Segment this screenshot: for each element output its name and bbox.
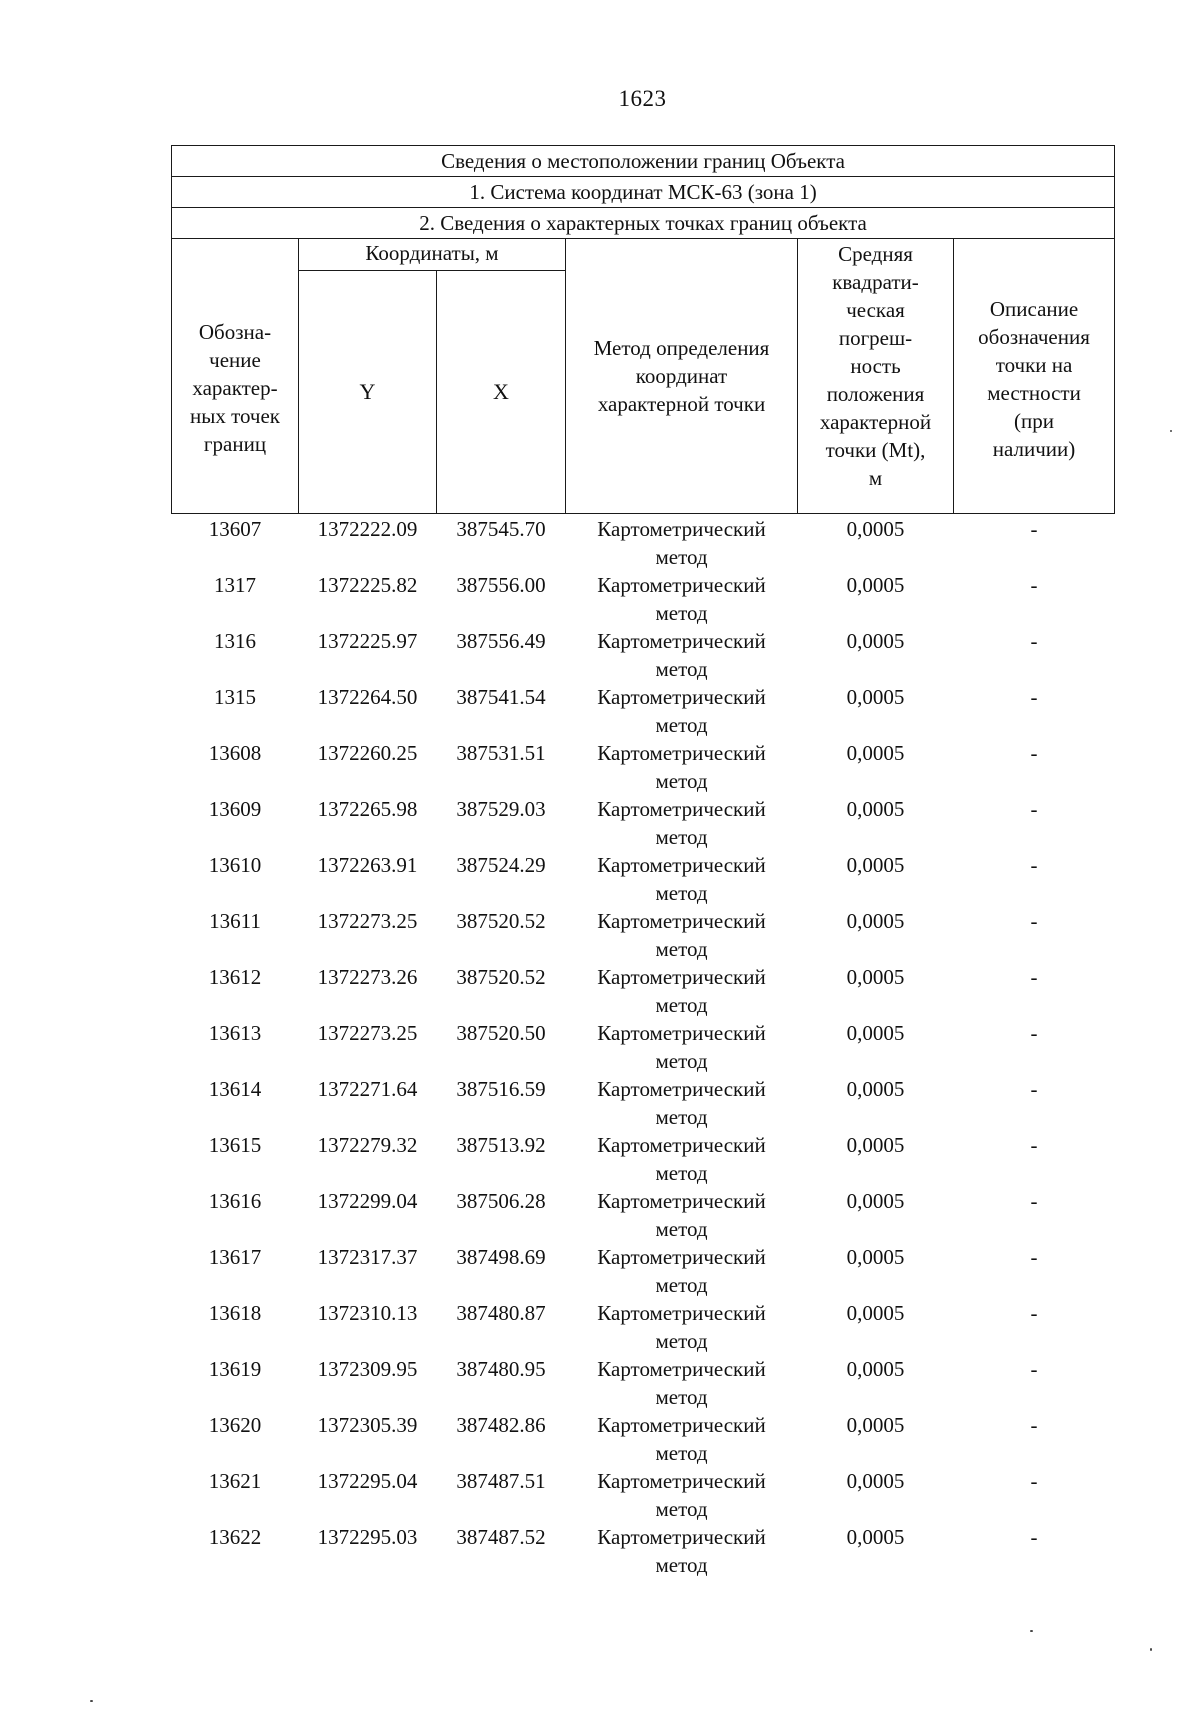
x-cell: 387513.92 — [456, 1133, 546, 1157]
error-cell: 0,0005 — [846, 1301, 905, 1325]
method-line-1: Картометрический — [597, 1525, 766, 1549]
x-cell: 387541.54 — [456, 685, 546, 709]
method-line-2: метод — [655, 1329, 708, 1353]
page-number: 1623 — [618, 86, 667, 111]
method-line-2: метод — [655, 1105, 708, 1129]
method-line-2: метод — [655, 1441, 708, 1465]
x-coordinate-header: X — [437, 270, 566, 513]
y-cell: 1372309.95 — [317, 1357, 418, 1381]
error-cell: 0,0005 — [846, 909, 905, 933]
method-cell — [566, 1187, 798, 1243]
x-cell: 387482.86 — [456, 1413, 546, 1437]
description-cell: - — [1030, 909, 1038, 933]
method-cell — [566, 963, 798, 1019]
y-cell: 1372225.82 — [317, 573, 418, 597]
description-cell: - — [1030, 1301, 1038, 1325]
method-line-1: Картометрический — [597, 1133, 766, 1157]
error-cell: 0,0005 — [846, 517, 905, 541]
method-line-1: Картометрический — [597, 965, 766, 989]
description-cell: - — [1030, 1413, 1038, 1437]
x-cell: 387487.51 — [456, 1469, 546, 1493]
method-line-2: метод — [655, 657, 708, 681]
error-cell: 0,0005 — [846, 1357, 905, 1381]
y-cell: 1372271.64 — [317, 1077, 418, 1101]
table-row — [172, 1411, 1115, 1467]
error-cell: 0,0005 — [846, 853, 905, 877]
method-line-2: метод — [655, 601, 708, 625]
point-cell: 13614 — [208, 1077, 262, 1101]
y-cell: 1372260.25 — [317, 741, 418, 765]
y-cell: 1372273.25 — [317, 1021, 418, 1045]
y-cell: 1372273.25 — [317, 909, 418, 933]
error-cell: 0,0005 — [846, 741, 905, 765]
scan-speck — [1030, 1630, 1033, 1632]
y-cell: 1372295.03 — [317, 1525, 418, 1549]
table-row — [172, 851, 1115, 907]
method-cell — [566, 739, 798, 795]
point-cell: 13622 — [208, 1525, 262, 1549]
table-row — [172, 627, 1115, 683]
x-cell: 387556.49 — [456, 629, 546, 653]
point-cell: 1315 — [214, 685, 256, 709]
point-cell: 1316 — [214, 629, 256, 653]
point-cell: 13619 — [208, 1357, 262, 1381]
table-row — [172, 907, 1115, 963]
x-cell: 387556.00 — [456, 573, 546, 597]
method-cell — [566, 571, 798, 627]
x-cell: 387531.51 — [456, 741, 546, 765]
y-cell: 1372222.09 — [317, 517, 418, 541]
points-section-heading: 2. Сведения о характерных точках границ объекта — [172, 208, 1115, 239]
designation-header: Обозна- чение характер- ных точек границ — [172, 239, 299, 514]
method-cell — [566, 514, 798, 572]
description-header: Описание обозначения точки на местности (при наличии) — [954, 239, 1115, 514]
method-line-1: Картометрический — [597, 1301, 766, 1325]
error-cell: 0,0005 — [846, 1525, 905, 1549]
x-cell: 387480.87 — [456, 1301, 546, 1325]
description-cell: - — [1030, 1525, 1038, 1549]
method-line-2: метод — [655, 881, 708, 905]
description-cell: - — [1030, 1245, 1038, 1269]
error-cell: 0,0005 — [846, 1413, 905, 1437]
method-line-1: Картометрический — [597, 1357, 766, 1381]
point-cell: 1317 — [214, 573, 256, 597]
method-line-2: метод — [655, 545, 708, 569]
method-line-2: метод — [655, 1497, 708, 1521]
table-row — [172, 739, 1115, 795]
point-cell: 13611 — [209, 909, 261, 933]
method-cell — [566, 1355, 798, 1411]
method-cell — [566, 683, 798, 739]
method-cell — [566, 1075, 798, 1131]
description-cell: - — [1030, 1021, 1038, 1045]
point-cell: 13613 — [208, 1021, 262, 1045]
method-line-1: Картометрический — [597, 1245, 766, 1269]
method-line-2: метод — [655, 713, 708, 737]
error-cell: 0,0005 — [846, 1077, 905, 1101]
point-cell: 13620 — [208, 1413, 262, 1437]
x-cell: 387520.52 — [456, 965, 546, 989]
error-cell: 0,0005 — [846, 1021, 905, 1045]
scan-speck — [1150, 1648, 1152, 1651]
method-line-1: Картометрический — [597, 797, 766, 821]
table-row — [172, 1523, 1115, 1579]
point-cell: 13608 — [208, 741, 262, 765]
table-body — [172, 514, 1115, 1580]
method-cell — [566, 907, 798, 963]
method-cell — [566, 1299, 798, 1355]
error-cell: 0,0005 — [846, 1245, 905, 1269]
table-row — [172, 1355, 1115, 1411]
method-cell — [566, 1243, 798, 1299]
method-line-2: метод — [655, 1553, 708, 1577]
error-cell: 0,0005 — [846, 573, 905, 597]
scan-speck — [1170, 430, 1172, 432]
x-cell: 387529.03 — [456, 797, 546, 821]
point-cell: 13607 — [208, 517, 262, 541]
method-line-1: Картометрический — [597, 517, 766, 541]
method-line-1: Картометрический — [597, 1021, 766, 1045]
point-cell: 13609 — [208, 797, 262, 821]
method-cell — [566, 1019, 798, 1075]
y-cell: 1372299.04 — [317, 1189, 418, 1213]
method-line-2: метод — [655, 937, 708, 961]
description-cell: - — [1030, 629, 1038, 653]
table-row — [172, 1019, 1115, 1075]
method-line-2: метод — [655, 1273, 708, 1297]
method-line-1: Картометрический — [597, 853, 766, 877]
x-cell: 387545.70 — [456, 517, 546, 541]
boundary-points-table — [171, 145, 1115, 1579]
table-row — [172, 514, 1115, 572]
scan-speck — [90, 1700, 93, 1702]
method-line-2: метод — [655, 1217, 708, 1241]
method-cell — [566, 1411, 798, 1467]
method-line-1: Картометрический — [597, 685, 766, 709]
method-cell — [566, 1467, 798, 1523]
error-cell: 0,0005 — [846, 797, 905, 821]
table-row — [172, 1187, 1115, 1243]
description-cell: - — [1030, 1469, 1038, 1493]
table-header — [172, 146, 1115, 514]
error-cell: 0,0005 — [846, 965, 905, 989]
description-cell: - — [1030, 1077, 1038, 1101]
point-cell: 13612 — [208, 965, 262, 989]
table-row — [172, 795, 1115, 851]
table-row — [172, 963, 1115, 1019]
method-line-1: Картометрический — [597, 909, 766, 933]
error-cell: 0,0005 — [846, 1133, 905, 1157]
method-line-1: Картометрический — [597, 1413, 766, 1437]
error-cell: 0,0005 — [846, 629, 905, 653]
description-cell: - — [1030, 1189, 1038, 1213]
x-cell: 387516.59 — [456, 1077, 546, 1101]
y-cell: 1372279.32 — [317, 1133, 418, 1157]
method-line-1: Картометрический — [597, 573, 766, 597]
point-cell: 13618 — [208, 1301, 262, 1325]
x-cell: 387524.29 — [456, 853, 546, 877]
y-coordinate-header: Y — [299, 270, 437, 513]
method-line-1: Картометрический — [597, 741, 766, 765]
method-line-1: Картометрический — [597, 1469, 766, 1493]
method-line-2: метод — [655, 825, 708, 849]
x-cell: 387520.50 — [456, 1021, 546, 1045]
method-line-2: метод — [655, 993, 708, 1017]
y-cell: 1372265.98 — [317, 797, 418, 821]
coordinate-system-heading: 1. Система координат МСК-63 (зона 1) — [172, 177, 1115, 208]
method-cell — [566, 1523, 798, 1579]
method-line-2: метод — [655, 1161, 708, 1185]
error-cell: 0,0005 — [846, 1189, 905, 1213]
description-cell: - — [1030, 1133, 1038, 1157]
x-cell: 387480.95 — [456, 1357, 546, 1381]
method-line-1: Картометрический — [597, 1077, 766, 1101]
table-row — [172, 1243, 1115, 1299]
table-row — [172, 683, 1115, 739]
table-row — [172, 1299, 1115, 1355]
table-row — [172, 571, 1115, 627]
method-line-2: метод — [655, 1049, 708, 1073]
point-cell: 13616 — [208, 1189, 262, 1213]
method-cell — [566, 851, 798, 907]
description-cell: - — [1030, 741, 1038, 765]
description-cell: - — [1030, 965, 1038, 989]
method-header: Метод определения координат характерной точки — [566, 239, 798, 514]
x-cell: 387487.52 — [456, 1525, 546, 1549]
method-line-1: Картометрический — [597, 1189, 766, 1213]
x-cell: 387520.52 — [456, 909, 546, 933]
y-cell: 1372305.39 — [317, 1413, 418, 1437]
method-cell — [566, 1131, 798, 1187]
description-cell: - — [1030, 517, 1038, 541]
method-cell — [566, 627, 798, 683]
y-cell: 1372263.91 — [317, 853, 418, 877]
error-header: Средняя квадрати- ческая погреш- ность положения характерной точки (Mt), м — [798, 239, 954, 514]
error-cell: 0,0005 — [846, 1469, 905, 1493]
description-cell: - — [1030, 853, 1038, 877]
y-cell: 1372310.13 — [317, 1301, 418, 1325]
y-cell: 1372273.26 — [317, 965, 418, 989]
y-cell: 1372264.50 — [317, 685, 418, 709]
method-line-2: метод — [655, 769, 708, 793]
method-line-2: метод — [655, 1385, 708, 1409]
method-line-1: Картометрический — [597, 629, 766, 653]
x-cell: 387498.69 — [456, 1245, 546, 1269]
table-row — [172, 1467, 1115, 1523]
point-cell: 13615 — [208, 1133, 262, 1157]
error-cell: 0,0005 — [846, 685, 905, 709]
description-cell: - — [1030, 797, 1038, 821]
description-cell: - — [1030, 1357, 1038, 1381]
table-title: Сведения о местоположении границ Объекта — [172, 146, 1115, 177]
y-cell: 1372225.97 — [317, 629, 418, 653]
description-cell: - — [1030, 685, 1038, 709]
table-row — [172, 1131, 1115, 1187]
point-cell: 13621 — [208, 1469, 262, 1493]
table-row — [172, 1075, 1115, 1131]
point-cell: 13610 — [208, 853, 262, 877]
method-cell — [566, 795, 798, 851]
x-cell: 387506.28 — [456, 1189, 546, 1213]
point-cell: 13617 — [208, 1245, 262, 1269]
y-cell: 1372317.37 — [317, 1245, 418, 1269]
description-cell: - — [1030, 573, 1038, 597]
coordinates-header: Координаты, м — [299, 239, 566, 271]
y-cell: 1372295.04 — [317, 1469, 418, 1493]
